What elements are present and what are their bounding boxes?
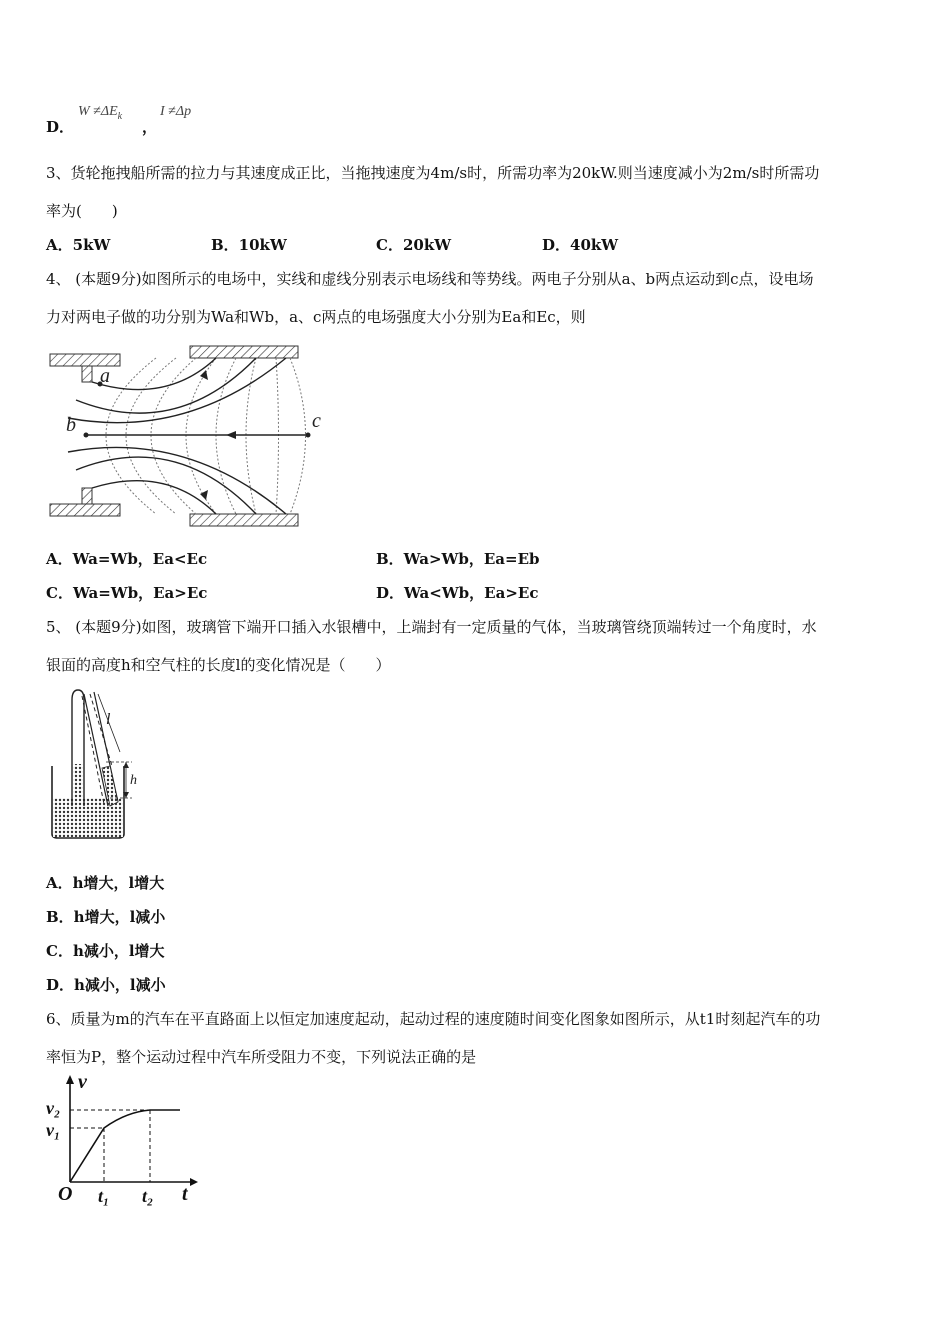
q2-expr1-text: W ≠ΔE xyxy=(78,104,118,119)
q6-stem-line1: 6、质量为m的汽车在平直路面上以恒定加速度起动，起动过程的速度随时间变化图象如图所示，从t1时刻起汽车的功 xyxy=(46,1010,821,1028)
q2-option-d-label: D． xyxy=(46,118,75,136)
q6-axis-t: t xyxy=(182,1183,188,1205)
q2-option-d-expr1 xyxy=(78,104,122,122)
q4-option-c: C．Wa=Wb，Ea>Ec xyxy=(46,584,208,602)
q4-stem-line2: 力对两电子做的功分别为Wa和Wb，a、c两点的电场强度大小分别为Ea和Ec，则 xyxy=(46,308,586,326)
q3-option-b: B．10kW xyxy=(211,236,287,254)
q4-option-b: B．Wa>Wb，Ea=Eb xyxy=(376,550,540,568)
q3-option-c: C．20kW xyxy=(376,236,452,254)
q4-label-c: c xyxy=(312,410,321,432)
q6-label-t2: t₂ xyxy=(142,1186,154,1206)
q4-option-d: D．Wa<Wb，Ea>Ec xyxy=(376,584,539,602)
q4-electric-field-figure xyxy=(46,340,336,530)
q2-option-d-sep: ， xyxy=(142,118,158,136)
q6-label-v1: v₁ xyxy=(46,1120,61,1140)
q6-stem-line2: 率恒为P，整个运动过程中汽车所受阻力不变，下列说法正确的是 xyxy=(46,1048,477,1066)
q2-option-d-expr2: I ≠Δp xyxy=(160,104,192,119)
q6-axis-v: v xyxy=(78,1071,87,1093)
q6-label-t1: t₁ xyxy=(98,1186,110,1206)
q3-option-a: A．5kW xyxy=(46,236,111,254)
q5-label-l: l xyxy=(106,711,111,728)
q6-origin: O xyxy=(58,1183,73,1205)
q6-label-v2: v₂ xyxy=(46,1098,61,1118)
q3-option-d: D．40kW xyxy=(542,236,619,254)
q4-option-a: A．Wa=Wb，Ea<Ec xyxy=(46,550,208,568)
q4-stem-line1: 4、 (本题9分)如图所示的电场中，实线和虚线分别表示电场线和等势线。两电子分别从a、b两点运动到c点，设电场 xyxy=(46,270,814,288)
q3-stem-line1: 3、货轮拖拽船所需的拉力与其速度成正比，当拖拽速度为4m/s时，所需功率为20kW.则当速度减小为2m/s时所需功 xyxy=(46,164,820,182)
q2-expr1-sub: k xyxy=(117,110,123,122)
q6-velocity-time-graph xyxy=(46,1070,206,1210)
q3-stem-line2: 率为( ) xyxy=(46,202,118,220)
q5-stem-line1: 5、 (本题9分)如图，玻璃管下端开口插入水银槽中，上端封有一定质量的气体，当玻璃管绕顶端转过一个角度时，水 xyxy=(46,618,817,636)
q4-label-b: b xyxy=(66,414,76,436)
q4-label-a: a xyxy=(100,365,110,387)
q5-option-a: A．h增大，l增大 xyxy=(46,874,165,892)
q5-glass-tube-figure xyxy=(46,686,146,840)
q5-label-h: h xyxy=(130,773,137,788)
q5-option-c: C．h减小，l增大 xyxy=(46,942,165,960)
q5-option-d: D．h减小，l减小 xyxy=(46,976,166,994)
q5-option-b: B．h增大，l减小 xyxy=(46,908,166,926)
q5-stem-line2: 银面的高度h和空气柱的长度l的变化情况是（ ） xyxy=(46,656,391,674)
